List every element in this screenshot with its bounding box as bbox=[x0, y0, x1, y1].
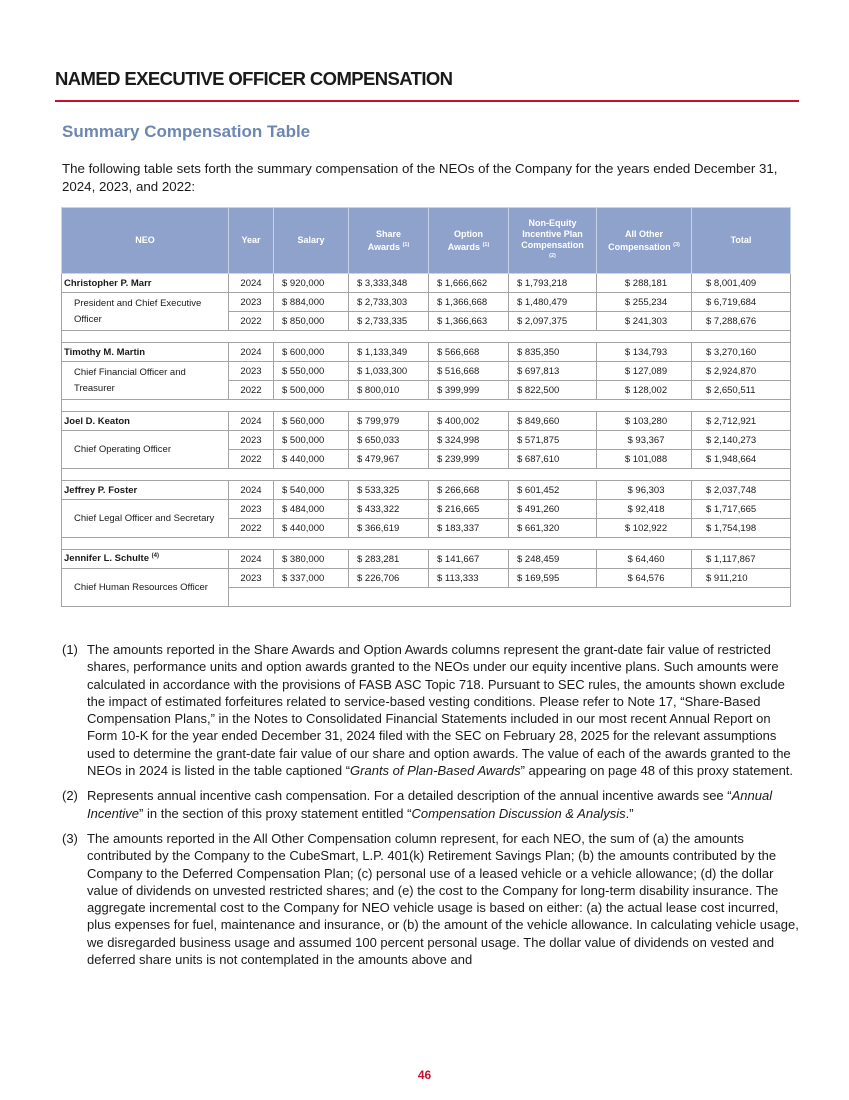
section-divider bbox=[55, 100, 799, 102]
total-cell: $ 1,117,867 bbox=[692, 550, 791, 569]
year-cell: 2024 bbox=[229, 412, 274, 431]
share-awards-cell: $ 226,706 bbox=[349, 569, 429, 588]
footnote-text: Represents annual incentive cash compensation. For a detailed description of the annual incentive awards see “Annual Incentive” in the section of this proxy statement entitled “Compensation Discussion & Analysis.” bbox=[87, 788, 773, 821]
table-row bbox=[62, 431, 791, 450]
neo-name: Jeffrey P. Foster bbox=[62, 481, 229, 500]
share-awards-cell: $ 2,733,335 bbox=[349, 312, 429, 331]
table-row bbox=[62, 412, 791, 431]
option-awards-cell: $ 400,002 bbox=[429, 412, 509, 431]
total-cell: $ 8,001,409 bbox=[692, 274, 791, 293]
salary-cell: $ 550,000 bbox=[274, 362, 349, 381]
non-equity-cell: $ 822,500 bbox=[509, 381, 597, 400]
neo-title: Chief Financial Officer and Treasurer bbox=[62, 362, 229, 400]
col-header-option-awards: Option Awards $^{(1)}$ bbox=[429, 208, 509, 274]
all-other-cell: $ 241,303 bbox=[597, 312, 692, 331]
col-header-total: Total bbox=[692, 208, 791, 274]
salary-cell: $ 600,000 bbox=[274, 343, 349, 362]
total-cell: $ 911,210 bbox=[692, 569, 791, 588]
total-cell: $ 1,948,664 bbox=[692, 450, 791, 469]
footnote bbox=[62, 830, 802, 968]
year-cell: 2024 bbox=[229, 550, 274, 569]
total-cell: $ 7,288,676 bbox=[692, 312, 791, 331]
table-row bbox=[62, 569, 791, 588]
option-awards-cell: $ 113,333 bbox=[429, 569, 509, 588]
year-cell: 2023 bbox=[229, 293, 274, 312]
option-awards-cell: $ 1,366,668 bbox=[429, 293, 509, 312]
table-row bbox=[62, 481, 791, 500]
all-other-cell: $ 128,002 bbox=[597, 381, 692, 400]
year-cell: 2023 bbox=[229, 362, 274, 381]
all-other-cell: $ 96,303 bbox=[597, 481, 692, 500]
share-awards-cell: $ 1,033,300 bbox=[349, 362, 429, 381]
all-other-cell: $ 101,088 bbox=[597, 450, 692, 469]
share-awards-cell: $ 2,733,303 bbox=[349, 293, 429, 312]
table-subtitle: Summary Compensation Table bbox=[62, 122, 311, 141]
all-other-cell: $ 64,460 bbox=[597, 550, 692, 569]
option-awards-cell: $ 183,337 bbox=[429, 519, 509, 538]
total-cell: $ 2,650,511 bbox=[692, 381, 791, 400]
share-awards-cell: $ 1,133,349 bbox=[349, 343, 429, 362]
footnote-number: (1) bbox=[62, 642, 78, 657]
year-cell: 2022 bbox=[229, 450, 274, 469]
summary-compensation-table bbox=[61, 207, 791, 607]
year-cell: 2023 bbox=[229, 500, 274, 519]
footnote-text: The amounts reported in the Share Awards and Option Awards columns represent the grant-date fair value of restricted shares, performance units and option awards granted to the NEOs under our equity incentive plans. Such amounts were calculated in accordance with the provisions of FASB ASC Topic 718. Pursuant to SEC rules, the amounts shown exclude the impact of estimated forfeitures related to service-based vesting conditions. Please refer to Note 17, “Share-Based Compensation Plans,” in the Notes to Consolidated Financial Statements included in our most recent Annual Report on Form 10-K for the year ended December 31, 2024 filed with the SEC on February 28, 2025 for the relevant assumptions used to determine the grant-date fair value of our share and option awards. The value of each of the awards granted to the NEOs in 2024 is listed in the table captioned “Grants of Plan-Based Awards” appearing on page 48 of this proxy statement. bbox=[87, 642, 794, 779]
table-row bbox=[62, 500, 791, 519]
option-awards-cell: $ 516,668 bbox=[429, 362, 509, 381]
footnote bbox=[62, 641, 802, 779]
salary-cell: $ 337,000 bbox=[274, 569, 349, 588]
neo-name: Joel D. Keaton bbox=[62, 412, 229, 431]
neo-title: Chief Legal Officer and Secretary bbox=[62, 500, 229, 538]
neo-name: Jennifer L. Schulte $^{(4)}$ bbox=[62, 550, 229, 569]
non-equity-cell: $ 2,097,375 bbox=[509, 312, 597, 331]
salary-cell: $ 850,000 bbox=[274, 312, 349, 331]
table-row bbox=[62, 274, 791, 293]
salary-cell: $ 920,000 bbox=[274, 274, 349, 293]
share-awards-cell: $ 800,010 bbox=[349, 381, 429, 400]
all-other-cell: $ 92,418 bbox=[597, 500, 692, 519]
share-awards-cell: $ 479,967 bbox=[349, 450, 429, 469]
col-header-year: Year bbox=[229, 208, 274, 274]
salary-cell: $ 560,000 bbox=[274, 412, 349, 431]
neo-title: President and Chief Executive Officer bbox=[62, 293, 229, 331]
footnote-number: (3) bbox=[62, 830, 78, 846]
total-cell: $ 2,037,748 bbox=[692, 481, 791, 500]
non-equity-cell: $ 571,875 bbox=[509, 431, 597, 450]
non-equity-cell: $ 1,480,479 bbox=[509, 293, 597, 312]
footnote-number: (2) bbox=[62, 788, 78, 804]
total-cell: $ 2,712,921 bbox=[692, 412, 791, 431]
share-awards-cell: $ 799,979 bbox=[349, 412, 429, 431]
total-cell: $ 3,270,160 bbox=[692, 343, 791, 362]
year-cell: 2024 bbox=[229, 343, 274, 362]
all-other-cell: $ 127,089 bbox=[597, 362, 692, 381]
salary-cell: $ 440,000 bbox=[274, 450, 349, 469]
col-header-non-equity: Non-Equity Incentive Plan Compensation $^{(2)}$ bbox=[509, 208, 597, 274]
option-awards-cell: $ 399,999 bbox=[429, 381, 509, 400]
col-header-salary: Salary bbox=[274, 208, 349, 274]
salary-cell: $ 484,000 bbox=[274, 500, 349, 519]
option-awards-cell: $ 1,366,663 bbox=[429, 312, 509, 331]
salary-cell: $ 380,000 bbox=[274, 550, 349, 569]
col-header-share-awards: Share Awards $^{(1)}$ bbox=[349, 208, 429, 274]
table-row bbox=[62, 293, 791, 312]
share-awards-cell: $ 433,322 bbox=[349, 500, 429, 519]
neo-name: Christopher P. Marr bbox=[62, 274, 229, 293]
neo-name: Timothy M. Martin bbox=[62, 343, 229, 362]
year-cell: 2024 bbox=[229, 274, 274, 293]
table-spacer-row bbox=[62, 400, 791, 412]
all-other-cell: $ 134,793 bbox=[597, 343, 692, 362]
year-cell: 2023 bbox=[229, 569, 274, 588]
footnotes bbox=[62, 641, 802, 976]
all-other-cell: $ 64,576 bbox=[597, 569, 692, 588]
total-cell: $ 2,140,273 bbox=[692, 431, 791, 450]
option-awards-cell: $ 324,998 bbox=[429, 431, 509, 450]
option-awards-cell: $ 216,665 bbox=[429, 500, 509, 519]
neo-title: Chief Operating Officer bbox=[62, 431, 229, 469]
all-other-cell: $ 255,234 bbox=[597, 293, 692, 312]
share-awards-cell: $ 3,333,348 bbox=[349, 274, 429, 293]
empty-cell bbox=[229, 588, 791, 607]
all-other-cell: $ 288,181 bbox=[597, 274, 692, 293]
all-other-cell: $ 102,922 bbox=[597, 519, 692, 538]
year-cell: 2022 bbox=[229, 519, 274, 538]
non-equity-cell: $ 687,610 bbox=[509, 450, 597, 469]
year-cell: 2024 bbox=[229, 481, 274, 500]
option-awards-cell: $ 1,666,662 bbox=[429, 274, 509, 293]
total-cell: $ 1,717,665 bbox=[692, 500, 791, 519]
section-title: NAMED EXECUTIVE OFFICER COMPENSATION bbox=[55, 68, 453, 89]
col-header-all-other: All Other Compensation $^{(3)}$ bbox=[597, 208, 692, 274]
col-header-neo: NEO bbox=[62, 208, 229, 274]
table-spacer-row bbox=[62, 331, 791, 343]
option-awards-cell: $ 141,667 bbox=[429, 550, 509, 569]
non-equity-cell: $ 835,350 bbox=[509, 343, 597, 362]
all-other-cell: $ 103,280 bbox=[597, 412, 692, 431]
footnote bbox=[62, 787, 802, 822]
non-equity-cell: $ 661,320 bbox=[509, 519, 597, 538]
share-awards-cell: $ 533,325 bbox=[349, 481, 429, 500]
total-cell: $ 1,754,198 bbox=[692, 519, 791, 538]
non-equity-cell: $ 248,459 bbox=[509, 550, 597, 569]
year-cell: 2022 bbox=[229, 381, 274, 400]
salary-cell: $ 500,000 bbox=[274, 431, 349, 450]
non-equity-cell: $ 601,452 bbox=[509, 481, 597, 500]
share-awards-cell: $ 650,033 bbox=[349, 431, 429, 450]
table-header-row bbox=[62, 208, 791, 274]
table-row bbox=[62, 550, 791, 569]
table-spacer-row bbox=[62, 469, 791, 481]
non-equity-cell: $ 697,813 bbox=[509, 362, 597, 381]
salary-cell: $ 440,000 bbox=[274, 519, 349, 538]
table-row bbox=[62, 362, 791, 381]
salary-cell: $ 884,000 bbox=[274, 293, 349, 312]
salary-cell: $ 500,000 bbox=[274, 381, 349, 400]
non-equity-cell: $ 849,660 bbox=[509, 412, 597, 431]
non-equity-cell: $ 491,260 bbox=[509, 500, 597, 519]
table-row bbox=[62, 343, 791, 362]
option-awards-cell: $ 566,668 bbox=[429, 343, 509, 362]
share-awards-cell: $ 283,281 bbox=[349, 550, 429, 569]
page-number: 46 bbox=[417, 1068, 432, 1082]
total-cell: $ 2,924,870 bbox=[692, 362, 791, 381]
year-cell: 2022 bbox=[229, 312, 274, 331]
table-spacer-row bbox=[62, 538, 791, 550]
option-awards-cell: $ 266,668 bbox=[429, 481, 509, 500]
total-cell: $ 6,719,684 bbox=[692, 293, 791, 312]
year-cell: 2023 bbox=[229, 431, 274, 450]
share-awards-cell: $ 366,619 bbox=[349, 519, 429, 538]
all-other-cell: $ 93,367 bbox=[597, 431, 692, 450]
footnote-text: The amounts reported in the All Other Compensation column represent, for each NEO, the sum of (a) the amounts contributed by the Company to the CubeSmart, L.P. 401(k) Retirement Savings Plan; (b) the amounts contributed by the Company to the Deferred Compensation Plan; (c) personal use of a leased vehicle or a vehicle allowance; (d) the dollar value of dividends on unvested restricted shares; and (e) the cost to the Company for long-term disability insurance. The aggregate incremental cost to the Company for NEO vehicle usage is based on either: (a) the actual lease cost incurred, plus expenses for fuel, maintenance and insurance, or (b) the amount of the vehicle allowance. In calculating vehicle usage, we disregarded business usage and assumed 100 percent personal usage. The dollar value of dividends on vested and deferred share units is not contemplated in the amounts above and bbox=[87, 830, 799, 968]
neo-title: Chief Human Resources Officer bbox=[62, 569, 229, 607]
option-awards-cell: $ 239,999 bbox=[429, 450, 509, 469]
non-equity-cell: $ 169,595 bbox=[509, 569, 597, 588]
salary-cell: $ 540,000 bbox=[274, 481, 349, 500]
intro-paragraph: The following table sets forth the summary compensation of the NEOs of the Company for the years ended December 31, 2024, 2023, and 2022: bbox=[62, 161, 778, 194]
non-equity-cell: $ 1,793,218 bbox=[509, 274, 597, 293]
